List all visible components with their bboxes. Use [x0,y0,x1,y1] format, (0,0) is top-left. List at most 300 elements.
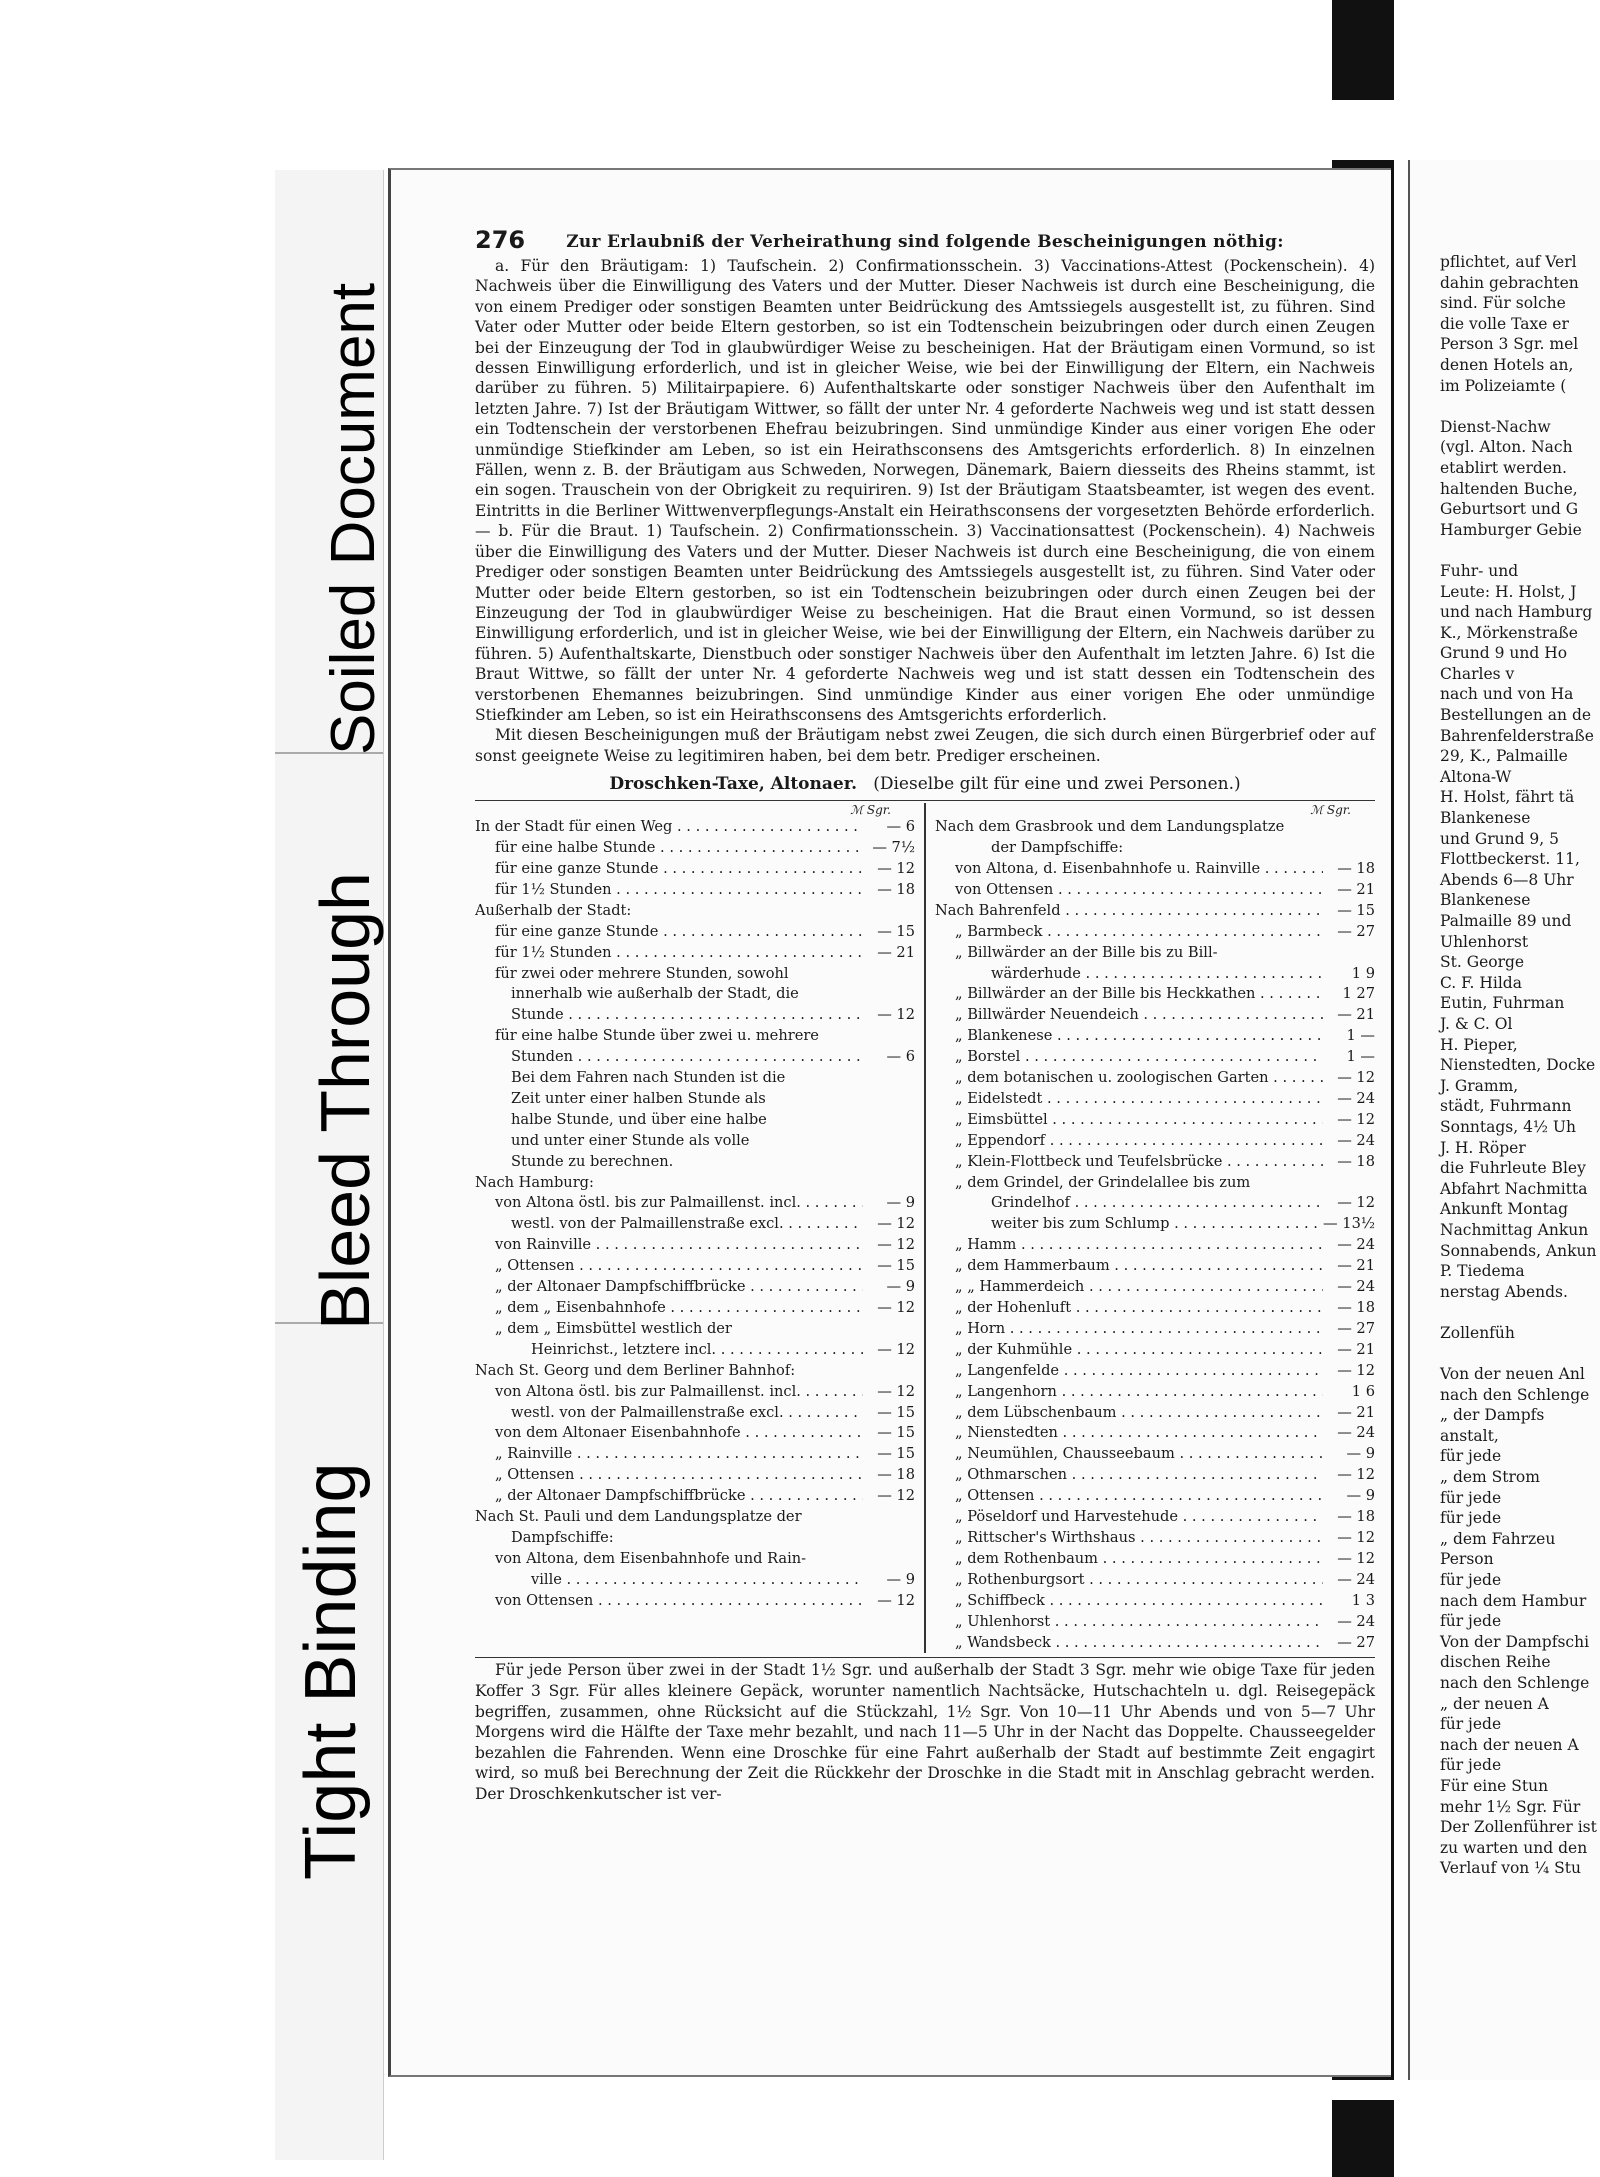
taxe-subtitle: (Dieselbe gilt für eine und zwei Personen.) [873,774,1241,795]
fare-row [935,1340,1375,1361]
fare-destination: „ Ottensen . . . [475,1256,863,1277]
fare-price: — 12 [1337,1069,1375,1087]
fare-row [475,1173,915,1194]
fare-price: — 12 [1337,1110,1375,1128]
right-page-line: Ankunft Montag [1440,1200,1569,1219]
fare-price: — 12 [877,1382,915,1400]
fare-price: — 12 [877,1487,915,1505]
fare-row [475,1319,915,1340]
right-page-line: Abfahrt Nachmitta [1440,1179,1588,1198]
fare-price: — 18 [877,1466,915,1484]
right-page-line: Für eine Stun [1440,1776,1549,1795]
side-labels [0,0,390,2177]
fare-row [475,1005,915,1026]
fare-price: — 27 [1337,922,1375,940]
fare-price: — 9 [1346,1445,1375,1463]
section-title: Zur Erlaubniß der Verheirathung sind folgende Bescheinigungen nöthig: [566,232,1284,252]
fare-price: — 7½ [872,839,915,857]
fare-row [935,1570,1375,1591]
right-page-line: 29, K., Palmaille [1440,747,1568,766]
fare-destination: „ Rittscher's Wirthshaus . . . [935,1528,1323,1549]
bleed-through-label: Bleed Through [306,872,384,1330]
right-page-line: für jede [1440,1488,1502,1507]
column-divider [924,803,926,1653]
fare-price: 1 27 [1342,985,1375,1003]
fare-row [935,1528,1375,1549]
fare-destination: von dem Altonaer Eisenbahnhofe . . . [475,1423,863,1444]
fare-destination: „ dem „ Eimsbüttel westlich der [495,1319,732,1337]
unit-header: ℳ Sgr. [1310,803,1351,818]
fare-row [935,1444,1375,1465]
right-page-line: haltenden Buche, [1440,479,1578,498]
fare-destination: Zeit unter einer halben Stunde als [511,1089,766,1107]
right-page-line: denen Hotels an, [1440,355,1574,374]
fare-price: — 12 [877,1340,915,1358]
fare-destination: „ Billwärder an der Bille bis zu Bill- [955,943,1218,961]
fare-price: — 21 [877,943,915,961]
fare-row [935,1298,1375,1319]
right-page-line: H. Pieper, [1440,1035,1518,1054]
right-page-line: nach dem Hambur [1440,1591,1587,1610]
fare-row [475,984,915,1005]
right-page-line [1440,1302,1600,1323]
fare-destination: „ Neumühlen, Chausseebaum . . . [935,1444,1323,1465]
fare-price: — 12 [1337,1194,1375,1212]
fare-destination: von Altona, d. Eisenbahnhofe u. Rainville . . . [935,859,1323,880]
fare-row [935,1277,1375,1298]
fare-destination: westl. von der Palmaillenstraße excl. . . . [475,1214,863,1235]
taxe-title: Droschken-Taxe, Altonaer. [609,774,858,795]
fare-price: — 12 [1337,1361,1375,1379]
fare-row [935,901,1375,922]
right-page-line: für jede [1440,1509,1502,1528]
fare-row [475,1423,915,1444]
fare-destination: „ Hamm . . . [935,1235,1323,1256]
fare-destination: „ der Altonaer Dampfschiffbrücke . . . [475,1486,863,1507]
fare-price: 1 — [1346,1048,1375,1066]
fare-row [475,1486,915,1507]
right-page-fragment [1408,160,1600,2080]
intro-text [475,256,1375,766]
fare-destination: „ Eppendorf . . . [935,1131,1323,1152]
fare-destination: Dampfschiffe: [511,1528,614,1546]
right-page-line: Nachmittag Ankun [1440,1220,1589,1239]
footer-paragraph: Für jede Person über zwei in der Stadt 1½ Sgr. und außerhalb der Stadt 3 Sgr. mehr wie obige Taxe für jeden Koffer 3 Sgr. Für alles kleinere Gepäck, worunter namentlich Nachtsäcke, Hutschachteln u. dgl. Reisegepäck begriffen, zusammen, ohne Rücksicht auf die Stückzahl, 1½ Sgr. Von 10—11 Uhr Abends und von 5—7 Uhr Morgens wird die Hälfte der Taxe mehr bezahlt, und nach 11—5 Uhr in der Nacht das Doppelte. Chausseegelder bezahlen die Fahrenden. Wenn eine Droschke für eine Fahrt außerhalb der Stadt auf bestimmte Zeit engagirt wird, so muß bei Berechnung der Zeit die Rückkehr der Droschke in die Stadt mit in Anschlag gebracht werden. Der Droschkenkutscher ist ver- [475,1661,1375,1803]
right-page-line: und Grund 9, 5 [1440,829,1559,848]
fare-row [935,859,1375,880]
right-page-line: „ dem Strom [1440,1468,1540,1487]
right-page-line: Charles v [1440,664,1515,683]
right-page-line: Zollenfüh [1440,1323,1515,1342]
right-page-line: nach den Schlenge [1440,1673,1590,1692]
fare-row [935,1382,1375,1403]
right-page-line: Sonnabends, Ankun [1440,1241,1597,1260]
right-page-line: Altona-W [1440,767,1512,786]
fare-destination: „ Rothenburgsort . . . [935,1570,1323,1591]
fare-row [935,1507,1375,1528]
fare-row [475,964,915,985]
fare-price: — 18 [877,880,915,898]
fare-destination: Grindelhof . . . [935,1193,1323,1214]
right-page-line: Uhlenhorst [1440,932,1529,951]
fare-destination: „ Nienstedten . . . [935,1423,1323,1444]
right-page-line: und nach Hamburg [1440,603,1593,622]
fare-price: — 15 [877,1424,915,1442]
fare-destination: Nach Hamburg: [475,1173,594,1191]
fare-row [475,1089,915,1110]
fare-row [475,1131,915,1152]
fare-row [935,1235,1375,1256]
fare-price: — 27 [1337,1633,1375,1651]
fare-row [935,1361,1375,1382]
fare-destination: Nach Bahrenfeld . . . [935,901,1323,922]
fare-destination: Bei dem Fahren nach Stunden ist die [511,1069,786,1087]
fare-row [475,1403,915,1424]
fare-row [475,838,915,859]
page-number: 276 [475,226,526,254]
fare-price: 1 9 [1351,964,1375,982]
fare-row [935,1319,1375,1340]
fare-price: — 13½ [1323,1215,1375,1233]
fare-price: — 15 [1337,901,1375,919]
fare-destination: und unter einer Stunde als volle [511,1131,750,1149]
right-page-line: Bestellungen an de [1440,706,1592,725]
fare-price: — 9 [886,1194,915,1212]
fare-destination: „ „ Hammerdeich . . . [935,1277,1323,1298]
fare-price: — 21 [1337,1006,1375,1024]
fare-row [475,1152,915,1173]
fare-destination: „ Klein-Flottbeck und Teufelsbrücke . . . [935,1152,1323,1173]
fare-row [475,1340,915,1361]
right-page-text [1440,252,1600,1879]
fare-table [475,800,1375,1653]
right-page-line: K., Mörkenstraße [1440,623,1578,642]
fare-price: — 24 [1337,1089,1375,1107]
right-page-line: Hamburger Gebie [1440,520,1582,539]
fare-destination: „ Othmarschen . . . [935,1465,1323,1486]
fare-destination: von Ottensen . . . [935,880,1323,901]
fare-destination: „ dem Grindel, der Grindelallee bis zum [955,1173,1251,1191]
fare-row [935,1256,1375,1277]
fare-destination: „ Eimsbüttel . . . [935,1110,1323,1131]
fare-row [935,1193,1375,1214]
fare-row [935,880,1375,901]
fare-destination: „ Ottensen . . . [475,1465,863,1486]
fare-destination: für eine halbe Stunde über zwei u. mehrere [495,1027,819,1045]
right-page-line: Von der neuen Anl [1440,1365,1585,1384]
right-page-line: dischen Reihe [1440,1653,1551,1672]
fare-destination: von Altona östl. bis zur Palmaillenst. incl. . . . [475,1193,863,1214]
right-page-line: Von der Dampfschi [1440,1632,1590,1651]
fare-row [475,943,915,964]
fare-destination: „ Borstel . . . [935,1047,1323,1068]
right-page-line: Sonntags, 4½ Uh [1440,1117,1576,1136]
fare-destination: für zwei oder mehrere Stunden, sowohl [495,964,789,982]
fare-column-right [935,803,1375,1653]
fare-row [935,964,1375,985]
fare-price: 1 3 [1351,1591,1375,1609]
fare-column-left [475,803,915,1653]
intro-paragraph: a. Für den Bräutigam: 1) Taufschein. 2) Confirmationsschein. 3) Vaccinations-Attest (Pockenschein). 4) Nachweis über die Einwilligung des Vaters und der Mutter. Dieser Nachweis ist durch eine Bescheinigung, die von einem Prediger oder sonstigen Beamten unter Beidrückung des Amtssiegels ausgestellt ist, zu führen. Sind Vater oder Mutter oder beide Eltern gestorben, so ist ein Todtenschein beizubringen oder durch einen Zeugen bei der Einzeugung der Tod in glaubwürdiger Weise zu bescheinigen. Hat der Bräutigam einen Vormund, so ist dessen Einwilligung erforderlich, und ist in gleicher Weise, wie bei der Einwilligung der Eltern, ein Nachweis darüber zu führen. 5) Militairpapiere. 6) Aufenthaltskarte oder sonstiger Nachweis über den Aufenthalt im letzten Jahre. 7) Ist der Bräutigam Wittwer, so fällt der unter Nr. 4 geforderte Nachweis weg und ist statt dessen ein Todtenschein der verstorbenen Ehefrau beizubringen. Sind unmündige Kinder aus einer vorigen Ehe oder unmündige Stiefkinder am Leben, so ist ein Heirathsconsens des Amtsgerichts erforderlich. 8) In einzelnen Fällen, wenn z. B. der Bräutigam aus Schweden, Norwegen, Dänemark, Baiern diesseits des Rheins stammt, ist ein sogen. Trauschein von der Obrigkeit zu requiriren. 9) Ist der Bräutigam Staatsbeamter, ist wegen des event. Eintritts in die Berliner Wittwenverpflegungs-Anstalt ein Heirathsconsens der vorgesetzten Behörde erforderlich. — b. Für die Braut. 1) Taufschein. 2) Confirmationsschein. 3) Vaccinationsattest (Pockenschein). 4) Nachweis über die Einwilligung des Vaters und der Mutter. Dieser Nachweis ist durch eine Bescheinigung, die von einem Prediger oder sonstigen Beamten unter Beidrückung des Amtssiegels ausgestellt ist, zu führen. Sind Vater oder Mutter oder beide Eltern gestorben, so ist ein Todtenschein beizubringen oder durch einen Zeugen bei der Einzeugung der Tod in glaubwürdiger Weise zu bescheinigen. Hat die Braut einen Vormund, so ist dessen Einwilligung erforderlich, und ist in gleicher Weise, wie bei der Einwilligung der Eltern, ein Nachweis darüber zu führen. 5) Aufenthaltskarte, Dienstbuch oder sonstiger Nachweis über den Aufenthalt im letzten Jahre. 6) Ist die Braut Wittwe, so fällt der unter Nr. 4 geforderte Nachweis weg und ist statt dessen ein Todtenschein des verstorbenen Ehemannes beizubringen. Sind unmündige Kinder aus einer vorigen Ehe oder unmündige Stiefkinder am Leben, so ist ein Heirathsconsens des Amtsgerichts erforderlich. [475,257,1375,724]
fare-row [475,1507,915,1528]
right-page-line: mehr 1½ Sgr. Für [1440,1797,1581,1816]
fare-destination: „ der Kuhmühle . . . [935,1340,1323,1361]
fare-row [475,880,915,901]
fare-destination: „ Blankenese . . . [935,1026,1323,1047]
fare-destination: „ Billwärder Neuendeich . . . [935,1005,1323,1026]
fare-destination: für eine ganze Stunde . . . [475,922,863,943]
right-page-line: J. & C. Ol [1440,1014,1513,1033]
right-page-line: nerstag Abends. [1440,1282,1568,1301]
fare-destination: Nach St. Georg und dem Berliner Bahnhof: [475,1361,796,1379]
fare-row [935,1465,1375,1486]
fare-row [475,1068,915,1089]
fare-destination: „ Eidelstedt . . . [935,1089,1323,1110]
fare-row [475,1256,915,1277]
fare-price: — 18 [1337,859,1375,877]
right-page-line: Person [1440,1550,1494,1569]
right-page-line: Fuhr- und [1440,561,1519,580]
fare-price: — 12 [1337,1466,1375,1484]
fare-destination: „ Rainville . . . [475,1444,863,1465]
fare-destination: „ Schiffbeck . . . [935,1591,1323,1612]
fare-destination: Außerhalb der Stadt: [475,901,632,919]
right-page-line: Flottbeckerst. 11, [1440,850,1580,869]
fare-row [475,901,915,922]
fare-price: — 24 [1337,1278,1375,1296]
fare-row [935,1633,1375,1654]
right-page-line: Grund 9 und Ho [1440,644,1568,663]
fare-destination: Stunde zu berechnen. [511,1152,674,1170]
fare-row [935,1026,1375,1047]
unit-header: ℳ Sgr. [850,803,891,818]
fare-price: — 21 [1337,1257,1375,1275]
fare-row [475,859,915,880]
right-page-line: nach den Schlenge [1440,1385,1590,1404]
fare-row [935,1214,1375,1235]
fare-destination: „ der Altonaer Dampfschiffbrücke . . . [475,1277,863,1298]
fare-row [475,1277,915,1298]
fare-destination: „ Langenhorn . . . [935,1382,1323,1403]
fare-row [935,1089,1375,1110]
fare-destination: Nach St. Pauli und dem Landungsplatze der [475,1508,802,1526]
footer-text [475,1657,1375,1804]
fare-destination: halbe Stunde, und über eine halbe [511,1110,767,1128]
fare-row [935,984,1375,1005]
fare-row [935,1403,1375,1424]
fare-row [475,1444,915,1465]
fare-price: — 24 [1337,1570,1375,1588]
fare-row [935,922,1375,943]
right-page-line: im Polizeiamte ( [1440,376,1567,395]
fare-destination: wärderhude . . . [935,964,1323,985]
right-page-line: Abends 6—8 Uhr [1440,870,1574,889]
fare-row [475,1235,915,1256]
fare-price: — 15 [877,1257,915,1275]
fare-price: — 15 [877,1403,915,1421]
fare-row [935,1486,1375,1507]
fare-row [475,1382,915,1403]
right-page-line [1440,396,1600,417]
fare-destination: „ der Hohenluft . . . [935,1298,1323,1319]
fare-price: — 18 [1337,1508,1375,1526]
fare-price: — 12 [877,1591,915,1609]
fare-destination: von Rainville . . . [475,1235,863,1256]
right-page-line: (vgl. Alton. Nach [1440,438,1573,457]
fare-price: — 18 [1337,1152,1375,1170]
fare-row [475,1528,915,1549]
fare-row [475,1026,915,1047]
fare-row [475,1214,915,1235]
fare-destination: Nach dem Grasbrook und dem Landungsplatze [935,818,1285,836]
fare-row [935,1005,1375,1026]
fare-row [935,1549,1375,1570]
fare-row [475,1591,915,1612]
right-page-line: Eutin, Fuhrman [1440,994,1565,1013]
fare-destination: „ dem Rothenbaum . . . [935,1549,1323,1570]
right-page-line: „ dem Fahrzeu [1440,1529,1556,1548]
fare-price: 1 — [1346,1027,1375,1045]
fare-destination: „ Pöseldorf und Harvestehude . . . [935,1507,1323,1528]
right-page-line: P. Tiedema [1440,1262,1525,1281]
fare-price: — 21 [1337,1340,1375,1358]
fare-row [935,1068,1375,1089]
fare-destination: Stunde . . . [475,1005,863,1026]
tight-binding-label: Tight Binding [291,1462,371,1880]
taxe-heading [475,774,1375,794]
fare-destination: „ dem Hammerbaum . . . [935,1256,1323,1277]
fare-destination: für eine ganze Stunde . . . [475,859,863,880]
binding-gap [1332,2080,1394,2100]
fare-destination: Heinrichst., letztere incl. . . . [475,1340,863,1361]
right-page-line [1440,1343,1600,1364]
right-page-line: „ der neuen A [1440,1694,1549,1713]
fare-destination: „ Barmbeck . . . [935,922,1323,943]
right-page-line: Dienst-Nachw [1440,417,1551,436]
fare-destination: „ Ottensen . . . [935,1486,1323,1507]
fare-destination: „ Horn . . . [935,1319,1323,1340]
fare-price: — 12 [877,1006,915,1024]
right-page-line: anstalt, [1440,1426,1499,1445]
fare-price: — 6 [886,818,915,836]
fare-price: — 12 [877,859,915,877]
right-page-line: städt, Fuhrmann [1440,1097,1572,1116]
fare-row [475,1549,915,1570]
fare-destination: weiter bis zum Schlump . . . [935,1214,1323,1235]
fare-destination: „ Wandsbeck . . . [935,1633,1323,1654]
fare-row [475,922,915,943]
right-page-line: etablirt werden. [1440,458,1567,477]
fare-row [935,1591,1375,1612]
fare-row [475,1047,915,1068]
right-page-line: Person 3 Sgr. mel [1440,335,1579,354]
fare-destination: von Ottensen . . . [475,1591,863,1612]
fare-destination: für eine halbe Stunde . . . [475,838,863,859]
fare-price: — 24 [1337,1131,1375,1149]
right-page-line: J. H. Röper [1440,1138,1526,1157]
right-page-line: Leute: H. Holst, J [1440,582,1577,601]
soiled-document-label: Soiled Document [319,282,388,755]
right-page-line: für jede [1440,1571,1502,1589]
fare-row [935,1047,1375,1068]
right-page-line: Blankenese [1440,809,1531,828]
left-page [388,168,1391,2077]
fare-price: — 12 [877,1299,915,1316]
fare-row [935,1131,1375,1152]
fare-destination: „ Langenfelde . . . [935,1361,1323,1382]
right-page-line: zu warten und den [1440,1838,1588,1857]
intro-paragraph: Mit diesen Bescheinigungen muß der Bräutigam nebst zwei Zeugen, die sich durch einen Bürgerbrief oder auf sonst geeignete Weise zu legitimiren haben, bei dem betr. Prediger erscheinen. [475,726,1375,765]
fare-price: 1 6 [1351,1382,1375,1400]
right-page-line: für jede [1440,1612,1502,1631]
fare-price: — 21 [1337,880,1375,898]
fare-price: — 24 [1337,1424,1375,1442]
right-page-line: für jede [1440,1756,1502,1775]
fare-price: — 12 [877,1215,915,1233]
fare-row [935,1173,1375,1194]
fare-destination: von Altona östl. bis zur Palmaillenst. incl. . . . [475,1382,863,1403]
fare-destination: „ Billwärder an der Bille bis Heckkathen . . . [935,984,1323,1005]
fare-row [475,1110,915,1131]
right-page-line: H. Holst, fährt tä [1440,788,1575,807]
fare-destination: „ dem „ Eisenbahnhofe . . . [475,1298,863,1319]
fare-destination: von Altona, dem Eisenbahnhofe und Rain- [495,1549,807,1567]
fare-destination: „ dem Lübschenbaum . . . [935,1403,1323,1424]
right-page-line: Geburtsort und G [1440,500,1579,519]
right-page-line: die volle Taxe er [1440,314,1569,333]
fare-row [935,1110,1375,1131]
right-page-line: C. F. Hilda [1440,973,1522,992]
fare-row [475,1570,915,1591]
fare-row [475,1193,915,1214]
fare-row [475,817,915,838]
fare-price: — 21 [1337,1403,1375,1421]
right-page-line [1440,540,1600,561]
right-page-line: Bahrenfelderstraße [1440,726,1594,745]
right-page-line: Nienstedten, Docke [1440,1056,1596,1075]
fare-row [935,1152,1375,1173]
fare-destination: westl. von der Palmaillenstraße excl. . . . [475,1403,863,1424]
fare-row [935,1423,1375,1444]
fare-destination: Stunden . . . [475,1047,863,1068]
right-page-line: dahin gebrachten [1440,273,1579,292]
fare-price: — 24 [1337,1612,1375,1630]
right-page-line: St. George [1440,953,1525,972]
fare-price: — 15 [877,922,915,940]
fare-destination: der Dampfschiffe: [991,839,1124,857]
right-page-line: Blankenese [1440,891,1531,910]
right-page-line: Palmaille 89 und [1440,912,1572,930]
fare-destination: für 1½ Stunden . . . [475,943,863,964]
fare-price: — 24 [1337,1236,1375,1254]
fare-destination: ville . . . [475,1570,863,1591]
fare-price: — 12 [1337,1549,1375,1567]
binding-gap [1332,100,1394,160]
fare-row [935,817,1375,838]
fare-destination: „ Uhlenhorst . . . [935,1612,1323,1633]
fare-price: — 9 [886,1278,915,1296]
fare-row [475,1465,915,1486]
right-page-line: nach und von Ha [1440,685,1574,704]
right-page-line: für jede [1440,1447,1502,1466]
fare-row [475,1361,915,1382]
right-page-line: für jede [1440,1715,1502,1734]
right-page-line: J. Gramm, [1440,1076,1519,1095]
fare-price: — 12 [1337,1528,1375,1546]
fare-price: — 27 [1337,1319,1375,1337]
right-page-line: „ der Dampfs [1440,1406,1545,1425]
fare-row [475,1298,915,1319]
